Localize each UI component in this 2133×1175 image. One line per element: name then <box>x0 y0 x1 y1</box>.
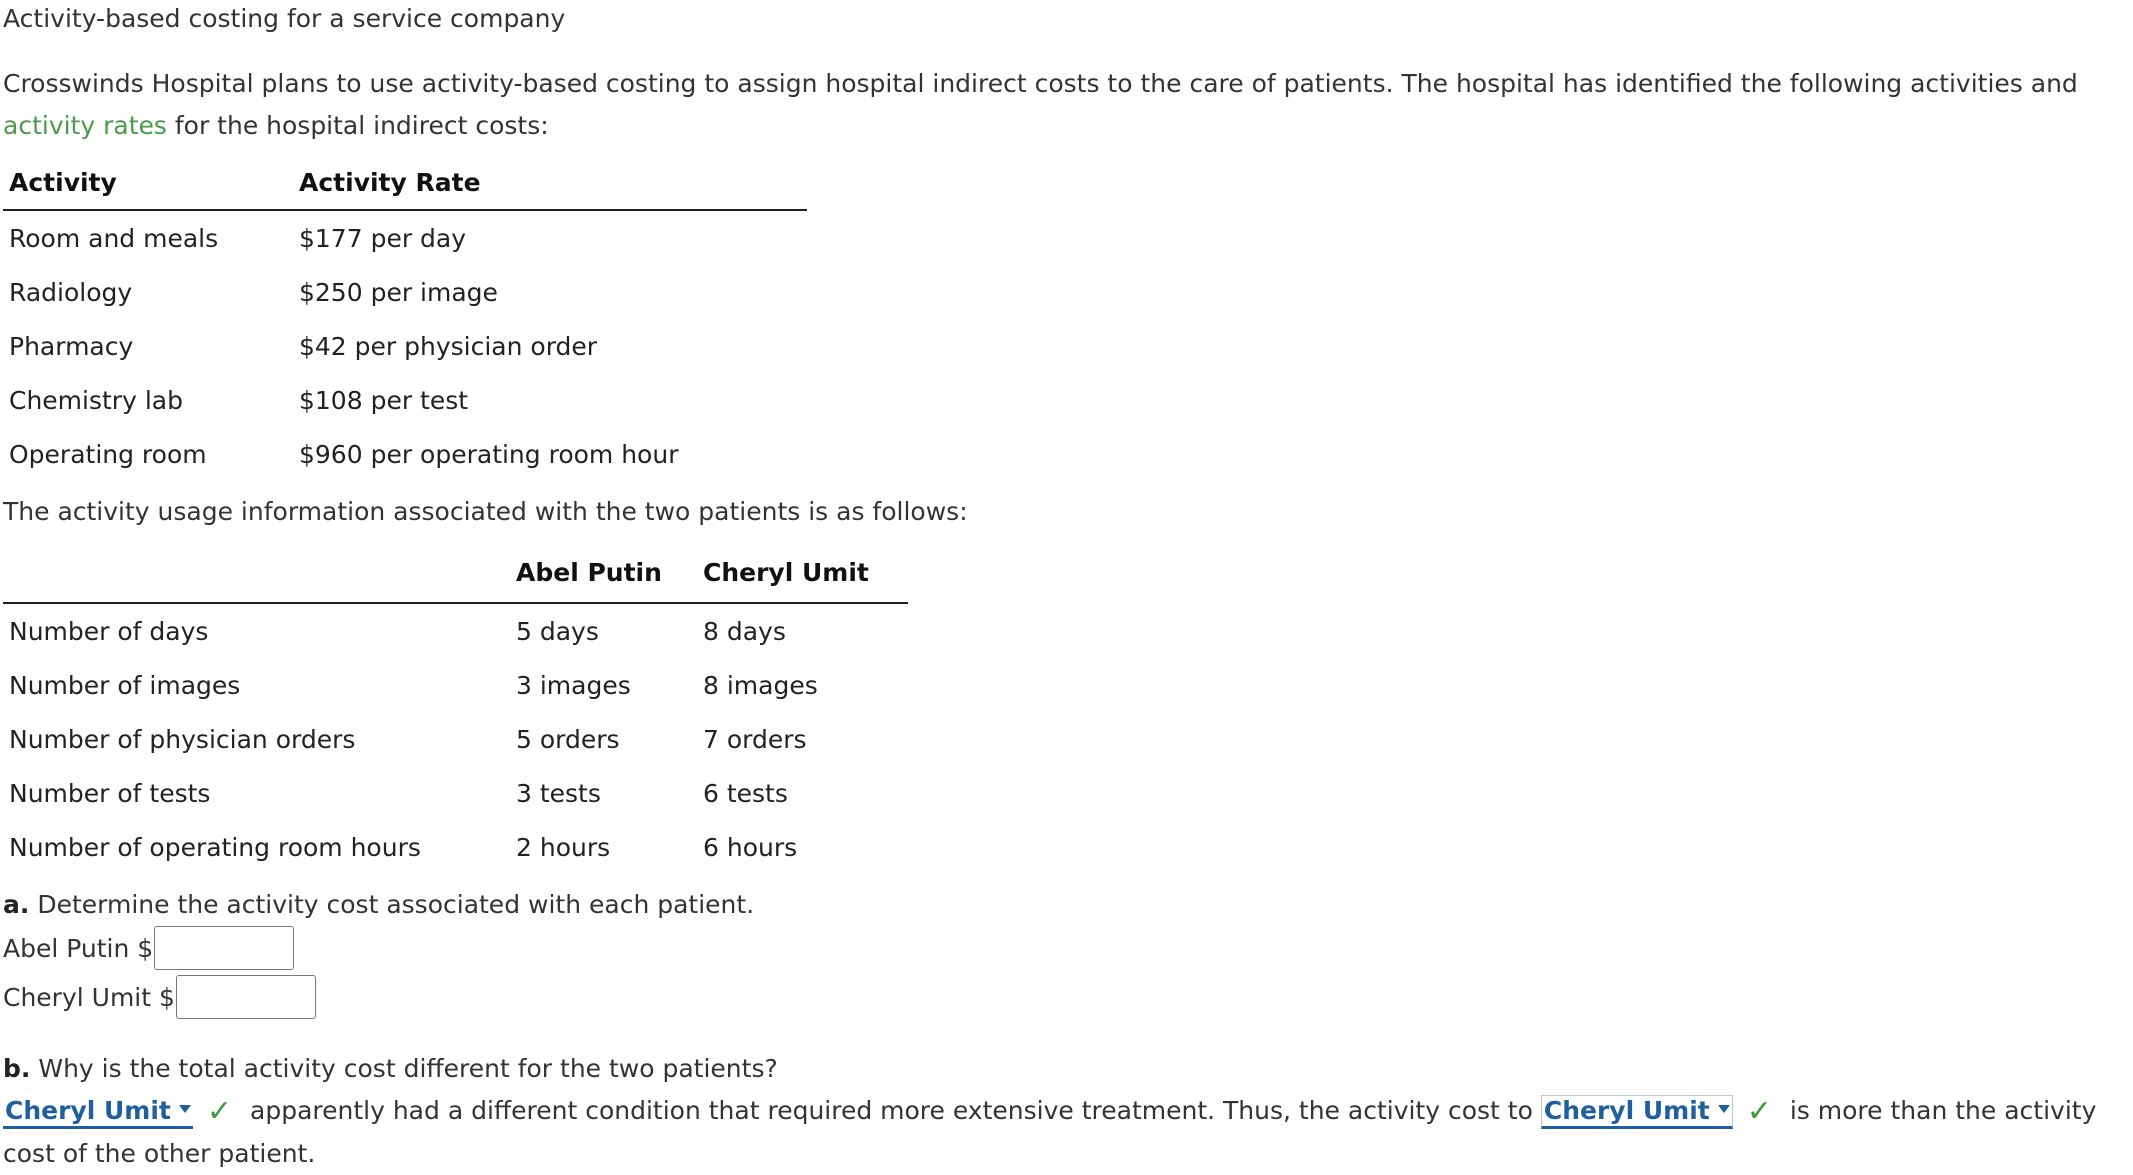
column-header-abel-putin: Abel Putin <box>510 548 697 603</box>
cheryl-umit-cost-input[interactable] <box>176 975 316 1019</box>
usage-measure: Number of physician orders <box>9 724 356 754</box>
usage-intro-text: The activity usage information associated with the two patients is as follows: <box>3 497 968 526</box>
patient-dropdown-2-value: Cheryl Umit <box>1543 1096 1710 1125</box>
usage-abel: 3 tests <box>516 778 601 808</box>
table-row <box>3 658 908 712</box>
cheryl-umit-label: Cheryl Umit $ <box>3 982 175 1012</box>
table-row <box>3 265 807 319</box>
intro-text-end: for the hospital indirect costs: <box>166 111 549 140</box>
usage-cheryl: 7 orders <box>703 724 807 754</box>
part-b-text: Why is the total activity cost different for the two patients? <box>30 1054 778 1083</box>
activity-rate: $250 per image <box>299 277 498 307</box>
cheryl-umit-answer-row <box>3 975 316 1019</box>
usage-measure: Number of images <box>9 670 241 700</box>
page-title: Activity-based costing for a service company <box>3 4 566 33</box>
activity-rate: $177 per day <box>299 223 467 253</box>
table-row <box>3 373 807 427</box>
activity-rates-link[interactable]: activity rates <box>3 111 167 140</box>
part-a-text: Determine the activity cost associated with each patient. <box>29 890 755 919</box>
table-row <box>3 820 908 874</box>
activity-name: Room and meals <box>9 223 219 253</box>
table-row <box>3 712 908 766</box>
activity-rate: $108 per test <box>299 385 469 415</box>
column-header-activity-rate: Activity Rate <box>293 160 807 210</box>
intro-text: Crosswinds Hospital plans to use activity-based costing to assign hospital indirect costs to the care of patients. The hospital has identified the following activities and <box>3 69 2078 98</box>
patient-dropdown-1-value: Cheryl Umit <box>5 1096 171 1125</box>
abel-putin-answer-row <box>3 926 294 970</box>
table-row <box>3 319 807 373</box>
part-b-sentence-text-1: apparently had a different condition that required more extensive treatment. Thus, the activity cost to <box>250 1096 1533 1125</box>
activity-name: Operating room <box>9 439 207 469</box>
usage-cheryl: 6 tests <box>703 778 788 808</box>
part-a-question <box>3 890 754 919</box>
table-header-row <box>3 548 908 603</box>
usage-abel: 5 orders <box>516 724 620 754</box>
chevron-down-icon <box>179 1105 191 1113</box>
usage-cheryl: 8 days <box>703 616 786 646</box>
usage-abel: 3 images <box>516 670 631 700</box>
usage-abel: 5 days <box>516 616 599 646</box>
patient-dropdown-1[interactable] <box>3 1096 193 1129</box>
activity-name: Chemistry lab <box>9 385 183 415</box>
activity-usage-table <box>3 548 908 874</box>
activity-rate: $42 per physician order <box>299 331 598 361</box>
checkmark-icon: ✓ <box>206 1094 233 1129</box>
usage-abel: 2 hours <box>516 832 611 862</box>
column-header-cheryl-umit: Cheryl Umit <box>697 548 908 603</box>
chevron-down-icon <box>1718 1105 1730 1113</box>
activity-name: Radiology <box>9 277 133 307</box>
part-b-sentence-text-2: is more than the activity cost of the other patient. <box>3 1096 2097 1168</box>
table-header-row <box>3 160 807 210</box>
part-b-question <box>3 1054 778 1083</box>
column-header-blank <box>3 548 510 603</box>
part-b-letter: b. <box>3 1054 31 1083</box>
checkmark-icon: ✓ <box>1746 1094 1772 1129</box>
table-row <box>3 766 908 820</box>
activity-rates-table <box>3 160 807 481</box>
usage-measure: Number of days <box>9 616 209 646</box>
abel-putin-cost-input[interactable] <box>154 926 294 970</box>
abel-putin-label: Abel Putin $ <box>3 933 154 963</box>
part-b-answer-sentence <box>3 1090 2133 1175</box>
usage-measure: Number of operating room hours <box>9 832 421 862</box>
usage-cheryl: 6 hours <box>703 832 798 862</box>
table-row <box>3 210 807 265</box>
part-a-letter: a. <box>3 890 30 919</box>
usage-cheryl: 8 images <box>703 670 818 700</box>
table-row <box>3 603 908 658</box>
table-row <box>3 427 807 481</box>
usage-measure: Number of tests <box>9 778 211 808</box>
activity-rate: $960 per operating room hour <box>299 439 679 469</box>
activity-name: Pharmacy <box>9 331 134 361</box>
patient-dropdown-2[interactable] <box>1541 1095 1733 1129</box>
column-header-activity: Activity <box>3 160 293 210</box>
intro-paragraph <box>3 63 2128 147</box>
